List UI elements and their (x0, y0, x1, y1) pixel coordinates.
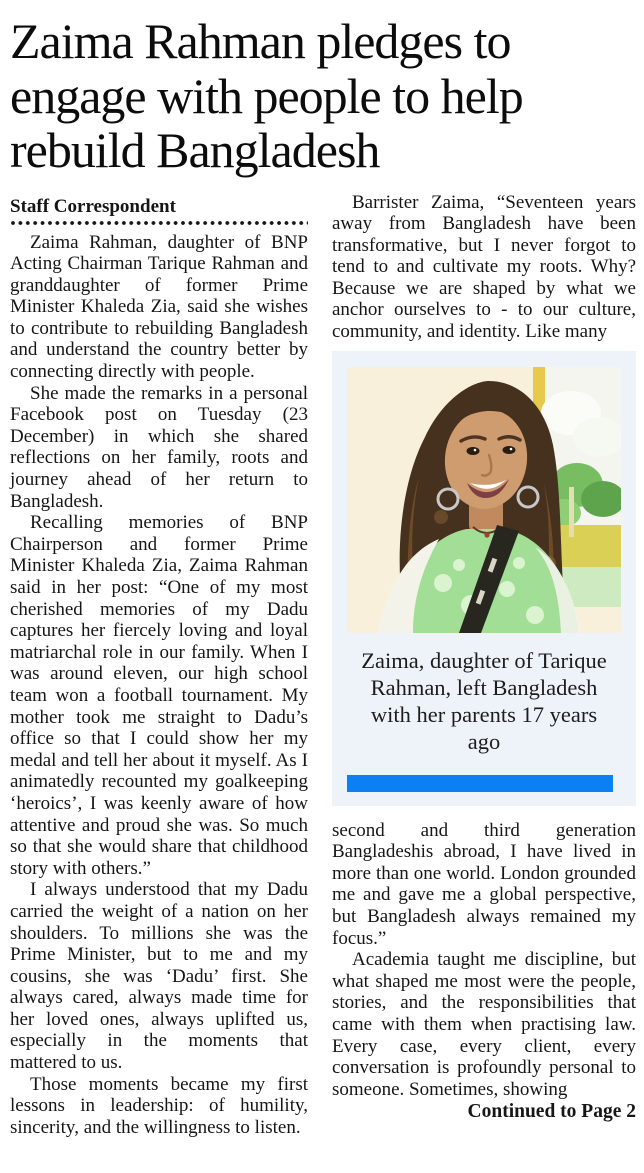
photo-caption: Zaima, daughter of Tarique Rahman, left Bangladesh with her parents 17 years ago (361, 647, 607, 754)
byline: Staff Correspondent (10, 195, 176, 217)
caption-accent-bar (347, 775, 613, 792)
right-column (332, 192, 636, 1124)
left-column (10, 192, 308, 1139)
paragraph: Academia taught me discipline, but what shaped me most were the people, stories, and the responsibilities that came with them when practising law. Every case, every client, every conversation is profoundly personal to someone. Sometimes, showing (332, 949, 636, 1100)
paragraph: She made the remarks in a personal Facebook post on Tuesday (23 December) in which she shared reflections on her family, roots and journey ahead of her return to Bangladesh. (10, 382, 308, 512)
article-columns (10, 192, 636, 1139)
article-photo-illustration (347, 367, 621, 633)
paragraph: I always understood that my Dadu carried the weight of a nation on her shoulders. To millions she was the Prime Minister, but to me and my cousins, she was ‘Dadu’ first. She always cared, always made time for her loved ones, always uplifted us, especially in the moments that mattered to us. (10, 879, 308, 1074)
paragraph: Recalling memories of BNP Chairperson and former Prime Minister Khaleda Zia, Zaima Rahman said in her post: “One of my most cherished memories of my Dadu captures her fiercely loving and loyal matriarchal role in our family. When I was around eleven, our high school team won a football tournament. My mother took me straight to Dadu’s office so that I could show her my medal and tell her about it myself. As I animatedly recounted my goalkeeping ‘heroics’, I was keenly aware of how attentive and proud she was. So much so that she would share that childhood story with others.” (10, 512, 308, 879)
paragraph: Those moments became my first lessons in leadership: of humility, sincerity, and the willingness to listen. (10, 1073, 308, 1138)
paragraph: second and third generation Bangladeshis abroad, I have lived in more than one world. London grounded me and gave me a global perspective, but Bangladesh always remained my focus.” (332, 819, 636, 949)
article-headline: Zaima Rahman pledges to engage with people to help rebuild Bangladesh (10, 13, 523, 178)
dotted-divider (10, 220, 308, 226)
paragraph: Zaima Rahman, daughter of BNP Acting Chairman Tarique Rahman and granddaughter of former Prime Minister Khaleda Zia, said she wishes to contribute to rebuilding Bangladesh and understand the country better by connecting directly with people. (10, 231, 308, 383)
paragraph: Barrister Zaima, “Seventeen years away from Bangladesh have been transformative, but I never forgot to tend to and cultivate my roots. Why? Because we are shaped by what we anchor ourselves to - to our culture, community, and identity. Like many (332, 191, 636, 343)
photo-card (332, 351, 636, 806)
continued-to-page-note: Continued to Page 2 (467, 1101, 636, 1123)
